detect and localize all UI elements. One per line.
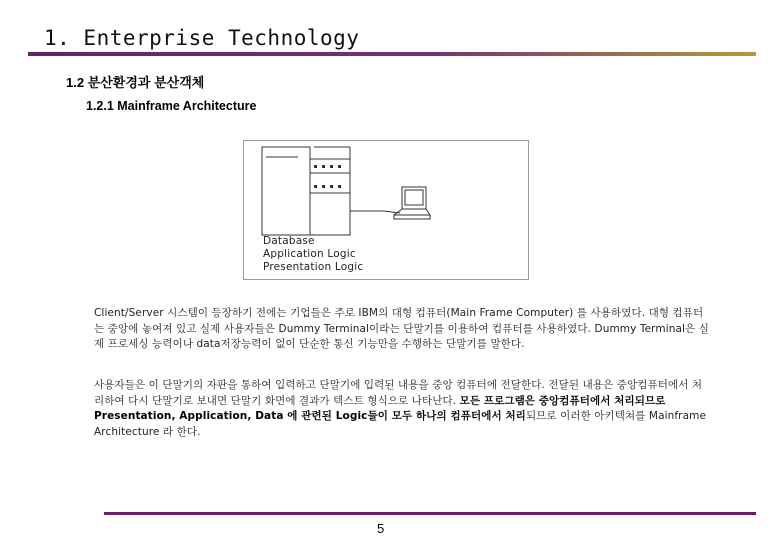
figure-label-database: Database (263, 235, 315, 247)
terminal-icon (394, 187, 430, 219)
paragraph-2-emphasis: 모든 프로그램은 중앙컴퓨터에서 처리되므로 Presentation, Application, Data 에 관련된 Logic들이 모두 하나의 컴퓨터에서 처리 (94, 394, 666, 422)
title-divider (28, 52, 756, 56)
page-number: 5 (377, 521, 385, 536)
figure-label-application-logic: Application Logic (263, 248, 356, 260)
mainframe-diagram (243, 140, 529, 280)
subsection-heading: 1.2.1 Mainframe Architecture (86, 99, 257, 113)
body-paragraph-1: Client/Server 시스템이 등장하기 전에는 기업들은 주로 IBM의 대형 컴퓨터(Main Frame Computer) 를 사용하였다. 대형 컴퓨터는 중앙에 놓여져 있고 실제 사용자들은 Dummy Terminal이라는 단말기를 이용하여 컴퓨터를 사용하였다. Dummy Terminal은 실제 프로세싱 능력이나 data저장능력이 없이 단순한 통신 기능만을 수행하는 단말기를 말한다. (94, 307, 709, 350)
footer-divider (104, 512, 756, 515)
section-heading: 1.2 분산환경과 분산객체 (66, 75, 205, 90)
paragraph-2-tail: 되므로 이러한 아키텍쳐를 Mainframe Architecture 라 한다. (94, 410, 707, 438)
mainframe-icon (262, 147, 350, 235)
slide-title: 1. Enterprise Technology (44, 26, 360, 50)
figure-label-presentation-logic: Presentation Logic (263, 261, 364, 273)
paragraph-2-text: 사용자들은 이 단말기의 자판을 통하여 입력하고 단말기에 입력된 내용을 중앙 컴퓨터에 전달한다. 전달된 내용은 중앙컴퓨터에서 처리하여 다시 단말기로 보내면 단말기 화면에 결과가 텍스트 형식으로 나타난다. (94, 379, 703, 407)
body-paragraph-2 (94, 378, 712, 440)
connection-line (350, 211, 400, 213)
